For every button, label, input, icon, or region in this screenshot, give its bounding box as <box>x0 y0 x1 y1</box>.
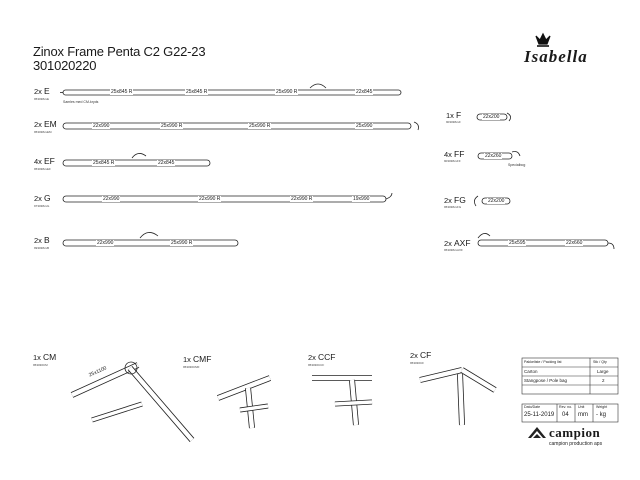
part-b-label <box>34 235 50 245</box>
part-b-qty: 2x <box>34 236 42 245</box>
joint-cmf-label <box>183 354 211 364</box>
part-number: 301020220 <box>33 58 97 73</box>
weight-label: Weight <box>596 405 608 409</box>
joint-cmf <box>218 378 270 428</box>
segment-label: 22x990 R <box>291 196 313 202</box>
joint-cm-qty: 1x <box>33 353 41 362</box>
joint-cf-code: CF <box>420 350 432 360</box>
joint-ccf-pcode: 953030CCF <box>308 363 325 367</box>
part-f-label <box>446 110 461 120</box>
segment-label: 25x845 R <box>186 89 208 95</box>
joint-cmf-pcode: 953030CMF <box>183 365 200 369</box>
packing-row-item: Stangpose / Pole bag <box>524 378 568 383</box>
joint-ccf-label <box>308 352 336 362</box>
segment-label: 22x200 <box>483 114 500 120</box>
segment-label: 22x990 <box>93 123 110 129</box>
joint-ccf <box>312 378 372 425</box>
part-fg-pcode: 953038xxFG <box>444 205 462 209</box>
part-g-pcode: 973038xxG <box>34 204 50 208</box>
segment-label: 22x990 <box>97 240 114 246</box>
campion-logo-mark <box>528 427 546 438</box>
part-em-label <box>34 119 57 129</box>
packing-row-value: 2 <box>602 378 605 383</box>
segment-label: 25x845 R <box>111 89 133 95</box>
segment-label: 19x990 <box>353 196 370 202</box>
date-value: 25-11-2019 <box>524 412 555 418</box>
part-g-code: G <box>44 193 51 203</box>
segment-label: 25x990 R <box>276 89 298 95</box>
part-g-qty: 2x <box>34 194 42 203</box>
unit-value: mm <box>578 412 588 418</box>
part-em-code: EM <box>44 119 57 129</box>
segment-label: 25x845 R <box>93 160 115 166</box>
joint-cf <box>420 370 495 425</box>
joint-cm-label <box>33 352 56 362</box>
part-ef-code: EF <box>44 156 55 166</box>
unit-label: Unit <box>578 405 585 409</box>
segment-label: 22x990 R <box>199 196 221 202</box>
part-axf-code: AXF <box>454 238 471 248</box>
packing-header-right: Stk / Qty <box>593 360 607 364</box>
page-title: Zinox Frame Penta C2 G22-23 <box>33 44 206 59</box>
part-ff-note: Specialbog <box>508 163 526 167</box>
part-e-pcode: 953038xxE <box>34 97 50 101</box>
part-e-qty: 2x <box>34 87 42 96</box>
weight-value: - kg <box>596 412 607 418</box>
segment-label: 22x260 <box>485 153 502 159</box>
joint-cmf-qty: 1x <box>183 355 191 364</box>
packing-row-value: Large <box>597 369 609 374</box>
pole-b <box>63 240 238 246</box>
segment-label: 22x845 <box>158 160 175 166</box>
part-fg-label <box>444 195 466 205</box>
joint-ccf-qty: 2x <box>308 353 316 362</box>
segment-label: 25x595 <box>509 240 526 246</box>
part-ff-pcode: 903038xxFF <box>444 159 461 163</box>
segment-label: 22x990 <box>103 196 120 202</box>
part-ff-code: FF <box>454 149 465 159</box>
joint-cm-pcode: 953030CM <box>33 363 48 367</box>
part-ef-qty: 4x <box>34 157 42 166</box>
rev-label: Rev. no. <box>559 405 573 409</box>
segment-label: 22x200 <box>488 198 505 204</box>
packing-header-left: Pakkeliste / Packing list <box>524 360 562 364</box>
segment-label: 25x990 R <box>171 240 193 246</box>
part-e-note: Samles med CM-kryds <box>63 100 99 104</box>
segment-label: 22x845 <box>356 89 373 95</box>
part-ef-pcode: 953038xxEF <box>34 167 51 171</box>
joint-cf-pcode: 953030CF <box>410 361 425 365</box>
segment-label: 22x660 <box>566 240 583 246</box>
part-axf-qty: 2x <box>444 239 452 248</box>
part-fg-code: FG <box>454 195 466 205</box>
part-g-label <box>34 193 51 203</box>
campion-wordmark: campion <box>549 425 601 440</box>
part-f-pcode: 903038xxF <box>446 120 461 124</box>
part-b-code: B <box>44 235 50 245</box>
part-f-code: F <box>456 110 462 120</box>
part-axf-pcode: 953038xxAXF <box>444 248 463 252</box>
campion-tagline: campion production aps <box>549 441 603 447</box>
pole-e-bend <box>310 84 326 88</box>
joint-cm-segment: 25x1100 <box>88 365 108 379</box>
logo-wordmark: Isabella <box>524 47 588 66</box>
part-ef-label <box>34 156 55 166</box>
pole-axf <box>478 240 608 246</box>
part-ff-qty: 4x <box>444 150 452 159</box>
part-e-code: E <box>44 86 50 96</box>
part-ff-label <box>444 149 464 159</box>
pole-ef <box>63 160 210 166</box>
part-em-qty: 2x <box>34 120 42 129</box>
joint-cmf-code: CMF <box>193 354 212 364</box>
part-f-qty: 1x <box>446 111 454 120</box>
date-label: Dato/Date <box>524 405 541 409</box>
joint-cf-qty: 2x <box>410 351 418 360</box>
joint-cf-label <box>410 350 431 360</box>
part-axf-label <box>444 238 471 248</box>
part-fg-qty: 2x <box>444 196 452 205</box>
joint-ccf-code: CCF <box>318 352 336 362</box>
segment-label: 25x990 R <box>161 123 183 129</box>
segment-label: 25x990 <box>356 123 373 129</box>
part-b-pcode: 993038xxB <box>34 246 50 250</box>
rev-value: 04 <box>562 412 569 418</box>
joint-cm-code: CM <box>43 352 57 362</box>
packing-row-item: Carton <box>524 369 538 374</box>
part-em-pcode: 953038xxEM <box>34 130 52 134</box>
segment-label: 25x990 R <box>249 123 271 129</box>
part-e-label <box>34 86 50 96</box>
